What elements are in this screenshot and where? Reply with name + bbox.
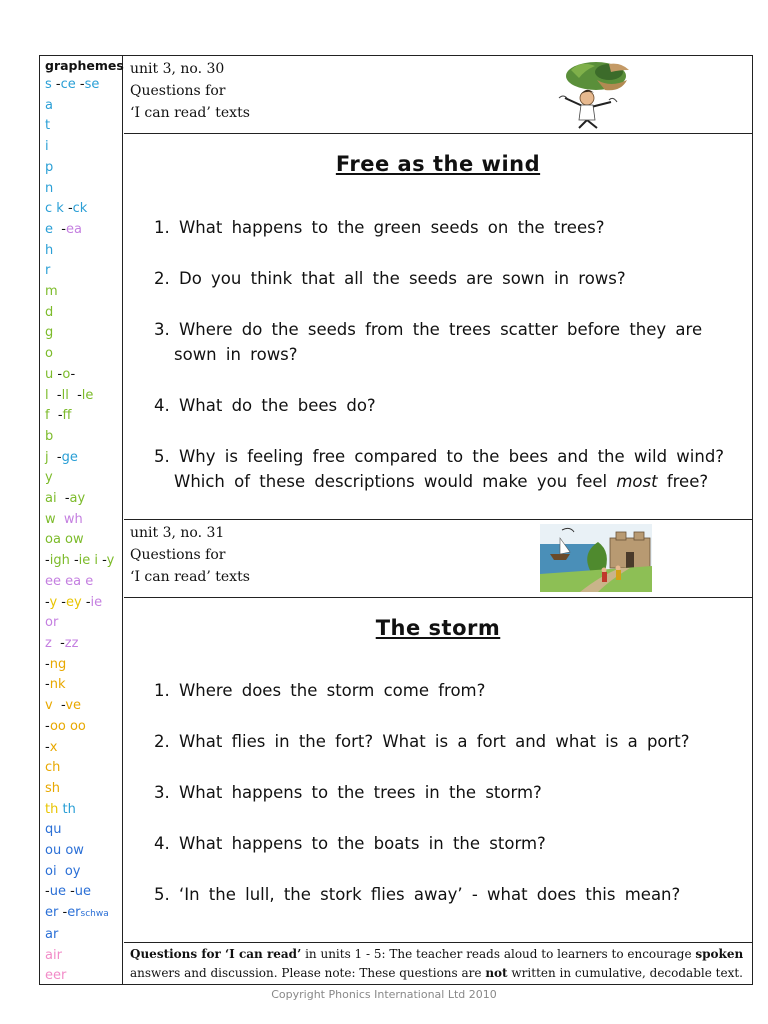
grapheme-row [45,758,122,779]
grapheme-row [45,448,122,469]
grapheme-row [45,820,122,841]
grapheme-row [45,530,122,551]
question-item: 4. What happens to the boats in the storm? [154,834,546,853]
grapheme-text: z [45,635,56,651]
grapheme-heading: graphemes [45,58,124,73]
grapheme-row [45,179,122,200]
grapheme-text: - [52,449,62,465]
grapheme-text: ll [61,387,69,403]
grapheme-text: ou ow [45,843,84,859]
grapheme-text: y [45,470,53,486]
grapheme-text: s [45,77,52,92]
grapheme-list [45,75,122,987]
copyright-notice: Copyright Phonics International Ltd 2010 [271,988,497,1001]
grapheme-row [45,903,122,925]
grapheme-text: - [60,491,70,507]
grapheme-text: ff [62,408,72,424]
question-item: 1. What happens to the green seeds on the trees? [154,218,605,237]
grapheme-text: ce [60,77,76,92]
grapheme-row [45,593,122,614]
grapheme-text: - [45,884,50,900]
grapheme-row [45,925,122,946]
grapheme-row [45,158,122,179]
story-title: Free as the wind [335,152,541,176]
grapheme-text: oa ow [45,532,84,548]
grapheme-row [45,323,122,344]
grapheme-text: e [45,221,58,237]
unit-subtitle-2: ‘I can read’ texts [130,105,250,121]
grapheme-row [45,572,122,593]
grapheme-text: y [49,594,62,610]
grapheme-text: or [45,615,59,631]
grapheme-text: - [68,387,82,403]
grapheme-text: schwa [80,909,109,920]
story-free-as-the-wind [124,134,752,520]
grapheme-row [45,841,122,862]
grapheme-row [45,365,122,386]
grapheme-row [45,75,122,96]
grapheme-text: - [62,905,68,921]
grapheme-text: - [70,366,76,382]
grapheme-text: - [57,221,66,237]
grapheme-text: ie [90,594,103,610]
grapheme-text: t [45,118,51,134]
grapheme-text: nk [49,677,66,693]
grapheme-text: - [67,201,73,217]
grapheme-text: j [45,449,53,465]
worksheet-frame [39,55,753,985]
grapheme-text: qu [45,822,62,838]
grapheme-row [45,551,122,572]
grapheme-text: ey [66,594,86,610]
grapheme-text: a [45,97,53,113]
question-item: 2. Do you think that all the seeds are sown in rows? [154,269,626,288]
grapheme-row [45,116,122,137]
grapheme-text: g [45,325,54,341]
story-title: The storm [375,616,501,640]
grapheme-text: m [45,284,58,300]
grapheme-text: l [45,387,53,403]
grapheme-text: y [106,553,115,569]
grapheme-row [45,282,122,303]
story-the-storm [124,598,752,942]
unit-subtitle-2: ‘I can read’ texts [130,569,250,585]
grapheme-text: i [45,139,49,155]
grapheme-row [45,303,122,324]
grapheme-text: - [51,77,61,92]
grapheme-text: - [73,553,79,569]
grapheme-text: ea [65,221,82,237]
grapheme-text: air [45,947,62,963]
grapheme-text: - [45,553,50,569]
grapheme-text: h [45,242,54,258]
grapheme-row [45,468,122,489]
grapheme-text: - [52,387,62,403]
grapheme-text: - [57,366,63,382]
grapheme-text: ch [45,760,61,776]
grapheme-text: eer [45,968,67,984]
grapheme-text: - [75,77,85,92]
grapheme-text: sh [45,780,61,796]
grapheme-row [45,406,122,427]
grapheme-text: - [85,594,91,610]
question-item: 4. What do the bees do? [154,396,376,415]
grapheme-row [45,261,122,282]
grapheme-text: - [56,698,66,714]
main-content [124,56,752,984]
grapheme-text: th [62,801,76,817]
question-list [154,215,738,494]
grapheme-text: - [45,656,50,672]
unit-header-31 [124,520,752,598]
grapheme-text: ng [49,656,67,672]
unit-number: unit 3, no. 31 [130,525,225,541]
grapheme-row [45,344,122,365]
question-item: 3. What happens to the trees in the storm? [154,783,542,802]
grapheme-text: c k [45,201,68,217]
fort-and-port-illustration [540,524,652,592]
grapheme-text: ay [69,491,86,507]
grapheme-text: u [45,366,58,382]
grapheme-text: w [45,511,64,527]
grapheme-text: o [45,346,53,362]
grapheme-row [45,241,122,262]
grapheme-text: n [45,180,54,196]
grapheme-text: - [55,635,65,651]
grapheme-row [45,427,122,448]
question-item: 3. Where do the seeds from the trees scatter before they are sown in rows? [154,320,703,364]
grapheme-row [45,738,122,759]
grapheme-text: ve [65,698,82,714]
grapheme-text: er [45,905,63,921]
grapheme-text: th [45,801,63,817]
grapheme-text: - [45,594,50,610]
grapheme-text: p [45,159,54,175]
grapheme-text: er [67,905,81,921]
grapheme-row [45,717,122,738]
grapheme-text: - [70,884,75,900]
grapheme-text: o [62,366,71,382]
grapheme-row [45,386,122,407]
grapheme-row [45,137,122,158]
unit-number: unit 3, no. 30 [130,61,225,77]
grapheme-text: ai [45,491,61,507]
grapheme-text: - [102,553,107,569]
grapheme-text: oo oo [49,718,86,734]
grapheme-row [45,613,122,634]
grapheme-text: wh [63,511,83,527]
grapheme-row [45,634,122,655]
grapheme-text: - [61,594,66,610]
grapheme-text: ck [72,201,88,217]
grapheme-row [45,510,122,531]
grapheme-row [45,199,122,220]
grapheme-text: ue [74,884,92,900]
question-list [154,678,738,907]
grapheme-text: ie i [78,553,103,569]
question-item: 1. Where does the storm come from? [154,681,486,700]
grapheme-text: ee ea e [45,573,94,589]
grapheme-text: r [45,263,51,279]
grapheme-row [45,800,122,821]
unit-subtitle: Questions for [130,547,226,563]
grapheme-text: oi oy [45,863,81,879]
grapheme-row [45,96,122,117]
grapheme-text: ar [45,926,59,942]
grapheme-row [45,655,122,676]
unit-header-30 [124,56,752,134]
grapheme-text: b [45,428,54,444]
grapheme-text: - [45,739,50,755]
question-item: 5. Why is feeling free compared to the bees and the wild wind? Which of these descriptions would make you feel most free? [154,447,725,491]
grapheme-text: ge [61,449,78,465]
grapheme-row [45,675,122,696]
grapheme-row [45,696,122,717]
grapheme-row [45,966,122,987]
grapheme-text: zz [64,635,79,651]
grapheme-text: x [49,739,58,755]
grapheme-text: se [84,77,100,92]
grapheme-text: d [45,304,54,320]
grapheme-row [45,220,122,241]
grapheme-sidebar [40,56,123,984]
child-in-wind-illustration [551,58,633,130]
question-item: 5. ‘In the lull, the stork flies away’ - what does this mean? [154,885,681,904]
grapheme-text: f [45,408,54,424]
grapheme-text: v [45,698,57,714]
grapheme-text: - [53,408,63,424]
grapheme-text: - [45,677,50,693]
grapheme-text: igh [49,553,74,569]
grapheme-text: le [81,387,94,403]
grapheme-row [45,862,122,883]
grapheme-row [45,882,122,903]
grapheme-text: ue [49,884,71,900]
grapheme-row [45,779,122,800]
grapheme-row [45,489,122,510]
grapheme-text: - [45,718,50,734]
unit-subtitle: Questions for [130,83,226,99]
question-item: 2. What flies in the fort? What is a fort and what is a port? [154,732,690,751]
grapheme-row [45,946,122,967]
teacher-note: Questions for ‘I can read’ in units 1 - 5: The teacher reads aloud to learners to encourage spoken answers and discussion. Please note: These questions are not written in cumulative, decodable text. [124,942,752,984]
